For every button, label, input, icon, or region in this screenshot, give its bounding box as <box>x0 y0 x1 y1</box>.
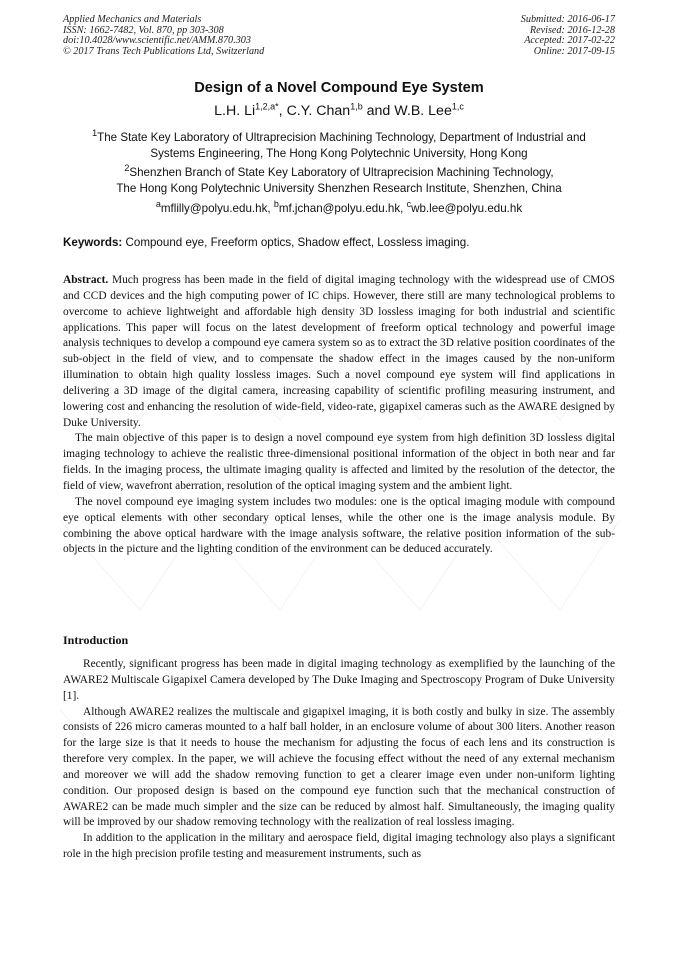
paper-title: Design of a Novel Compound Eye System <box>194 80 484 96</box>
date-accepted: Accepted: 2017-02-22 <box>524 35 615 47</box>
abstract-label: Abstract. <box>63 274 109 286</box>
abstract-paragraph: The main objective of this paper is to design a novel compound eye system from high definition 3D lossless digital imaging technology to achieve the realistic three-dimensional positional information of the object in both near and far fields. In the imaging process, the ultimate imaging quality is affected and limited by the resolution of the detector, the field of view, wavefront aberration, resolution of the optical imaging system and the ambient light. <box>63 432 615 492</box>
email-link[interactable]: mf.jchan@polyu.edu.hk, <box>278 202 407 215</box>
affiliation-line: The Hong Kong Polytechnic University Shenzhen Research Institute, Shenzhen, China <box>116 181 562 195</box>
author-affiliation-mark: 1,c <box>451 101 464 112</box>
section-heading: Introduction <box>63 633 129 647</box>
author-name: W.B. Lee <box>394 103 452 119</box>
abstract-section <box>63 273 615 558</box>
keywords-label: Keywords: <box>63 236 123 249</box>
email-link[interactable]: mflilly@polyu.edu.hk, <box>160 202 274 215</box>
affiliation-line: Shenzhen Branch of State Key Laboratory of Ultraprecision Machining Technology, <box>129 166 554 179</box>
intro-paragraph: Recently, significant progress has been made in digital imaging technology as exemplified by the launching of the AWARE2 Multiscale Gigapixel Camera developed by The Duke Imaging and Spectroscopy Program of Duke University [1]. <box>63 658 615 702</box>
abstract-text: Much progress has been made in the field of digital imaging technology with the widespread use of CMOS and CCD devices and the high computing power of IC chips. However, there still are many technological problems to overcome to achieve lightweight and affordable high density 3D lossless imaging for both industrial and scientific applications. This paper will focus on the latest development of freeform optical technology and powerful image analysis techniques to develop a compound eye camera system so as to extract the 3D relative position coordinates of the sub-object in the field of view, and to compensate the shadow effect in the images caused by the non-uniform illumination to obtain high quality lossless images. Such a novel compound eye system will find applications in delivering a 3D image of the digital camera, increasing capability of scientific profiling measuring instrument, and lowering cost and enhancing the resolution of wide-field, video-rate, gigapixel cameras such as the AWARE designed by Duke University. <box>63 274 615 429</box>
abstract-paragraph <box>63 273 615 431</box>
affiliation-line: The State Key Laboratory of Ultraprecision Machining Technology, Department of Industrial and <box>97 131 586 144</box>
keywords-text: Compound eye, Freeform optics, Shadow effect, Lossless imaging. <box>122 236 470 249</box>
author-separator: , <box>278 103 287 119</box>
affiliation-2 <box>40 165 638 196</box>
author-name: C.Y. Chan <box>286 103 351 119</box>
author-affiliation-mark: 1,b <box>350 101 363 112</box>
author-name: L.H. Li <box>214 103 256 119</box>
date-submitted: Submitted: 2016-06-17 <box>520 14 615 25</box>
journal-issn: ISSN: 1662-7482, Vol. 870, pp 303-308 <box>63 24 224 36</box>
affiliation-1 <box>40 130 638 161</box>
author-emails <box>0 199 678 215</box>
affiliation-mark: 2 <box>124 163 130 174</box>
abstract-paragraph: The novel compound eye imaging system includes two modules: one is the optical imaging module with compound eye optical elements with other secondary optical lenses, while the other one is the image analysis module. By combining the above optical hardware with the image analysis software, the relative position information of the sub-objects in the picture and the lighting condition of the environment can be deduced accurately. <box>63 495 615 556</box>
email-mark: a <box>155 199 161 210</box>
journal-doi: doi:10.4028/www.scientific.net/AMM.870.303 <box>63 35 251 47</box>
affiliation-line: Systems Engineering, The Hong Kong Polytechnic University, Hong Kong <box>150 146 528 160</box>
intro-paragraph: Although AWARE2 realizes the multiscale and gigapixel imaging, it is both costly and bulky in size. The assembly consists of 226 micro cameras mounted to a half ball holder, in an enclosure volume of about 300 liters. Another reason for the large size is that it needs to house the mechanism for adjusting the focus of each lens and its construction is therefore very complex. In the paper, we will achieve the focusing effect without the need of any external mechanism and moreover we will add the shadow removing function to get a clearer image even under non-uniform lighting condition. Our proposed design is based on the compound eye function such that the mechanical construction of AWARE2 can be made much simpler and the size can be reduced by almost half. Simultaneously, the imaging quality will be improved by our shadow removing technology with the realization of real lossless imaging. <box>63 705 615 829</box>
author-separator: and <box>362 103 395 119</box>
email-mark: c <box>406 199 412 210</box>
affiliation-mark: 1 <box>92 128 98 139</box>
date-online: Online: 2017-09-15 <box>533 45 615 57</box>
keywords <box>63 236 623 249</box>
author-affiliation-mark: 1,2,a* <box>255 101 279 112</box>
email-link[interactable]: wb.lee@polyu.edu.hk <box>411 202 523 215</box>
author-list <box>0 103 678 119</box>
journal-info <box>63 15 264 57</box>
introduction-section <box>63 657 615 863</box>
journal-name: Applied Mechanics and Materials <box>63 14 202 25</box>
date-revised: Revised: 2016-12-28 <box>529 24 615 36</box>
journal-copyright: © 2017 Trans Tech Publications Ltd, Switzerland <box>63 45 265 57</box>
intro-paragraph: In addition to the application in the military and aerospace field, digital imaging technology also plays a significant role in the high precision profile testing and measurement instruments, such as <box>63 832 615 861</box>
submission-dates <box>521 15 615 57</box>
email-mark: b <box>273 199 279 210</box>
